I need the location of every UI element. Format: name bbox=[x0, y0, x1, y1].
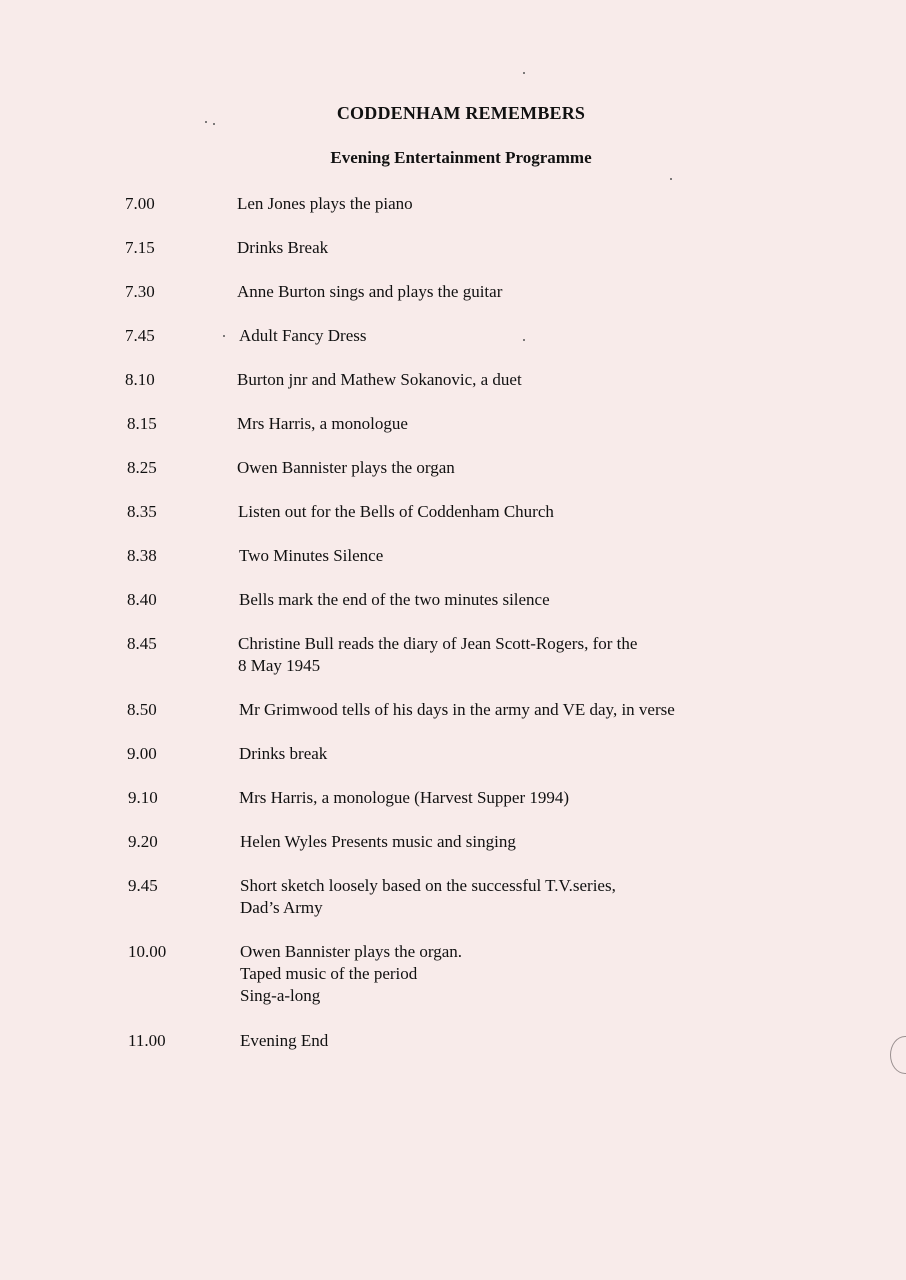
programme-description-line: Bells mark the end of the two minutes silence bbox=[239, 590, 550, 609]
programme-description-line: Owen Bannister plays the organ. bbox=[240, 942, 463, 961]
paper-speck bbox=[223, 335, 225, 337]
programme-description bbox=[237, 193, 797, 215]
programme-time: 8.40 bbox=[127, 590, 157, 609]
programme-description bbox=[239, 545, 799, 567]
programme-description bbox=[237, 413, 797, 435]
document-subtitle: Evening Entertainment Programme bbox=[330, 148, 592, 167]
programme-time: 7.15 bbox=[125, 238, 155, 257]
programme-time: 9.45 bbox=[128, 876, 158, 895]
programme-description-line: Adult Fancy Dress bbox=[239, 326, 367, 345]
programme-time: 7.30 bbox=[125, 282, 155, 301]
programme-time: 8.10 bbox=[125, 370, 155, 389]
programme-description bbox=[240, 875, 800, 919]
programme-description-line: Burton jnr and Mathew Sokanovic, a duet bbox=[237, 370, 522, 389]
programme-time: 8.35 bbox=[127, 502, 157, 521]
programme-description bbox=[238, 501, 798, 523]
programme-description bbox=[237, 237, 797, 259]
document-title: CODDENHAM REMEMBERS bbox=[336, 103, 586, 123]
programme-time: 9.10 bbox=[128, 788, 158, 807]
programme-description bbox=[239, 699, 799, 721]
programme-description bbox=[238, 633, 798, 677]
programme-description-line: Two Minutes Silence bbox=[239, 546, 384, 565]
programme-description-line: Mrs Harris, a monologue bbox=[237, 414, 408, 433]
programme-time: 9.20 bbox=[128, 832, 158, 851]
programme-time: 7.45 bbox=[125, 326, 155, 345]
paper-speck bbox=[523, 339, 525, 341]
programme-description-line: Drinks break bbox=[239, 744, 328, 763]
programme-description bbox=[237, 457, 797, 479]
paper-speck bbox=[213, 123, 215, 125]
programme-description-line: Christine Bull reads the diary of Jean Scott-Rogers, for the bbox=[238, 634, 638, 653]
programme-description-line: Drinks Break bbox=[237, 238, 329, 257]
programme-description-line: Len Jones plays the piano bbox=[237, 194, 413, 213]
programme-time: 8.25 bbox=[127, 458, 157, 477]
programme-description-line: Dad’s Army bbox=[240, 898, 323, 917]
programme-description-line: Mrs Harris, a monologue (Harvest Supper 1994) bbox=[239, 788, 570, 807]
programme-description bbox=[237, 369, 797, 391]
programme-description-line: Short sketch loosely based on the successful T.V.series, bbox=[240, 876, 616, 895]
programme-description bbox=[240, 941, 800, 1007]
programme-description-line: Owen Bannister plays the organ bbox=[237, 458, 455, 477]
programme-description bbox=[239, 325, 799, 347]
paper-speck bbox=[670, 178, 672, 180]
programme-description bbox=[240, 1030, 800, 1052]
programme-description bbox=[239, 743, 799, 765]
programme-description-line: Evening End bbox=[240, 1031, 329, 1050]
programme-time: 10.00 bbox=[128, 942, 167, 961]
programme-time: 7.00 bbox=[125, 194, 155, 213]
programme-description-line: Taped music of the period bbox=[240, 964, 418, 983]
programme-time: 9.00 bbox=[127, 744, 157, 763]
programme-description-line: Listen out for the Bells of Coddenham Church bbox=[238, 502, 554, 521]
programme-description bbox=[239, 589, 799, 611]
programme-time: 8.38 bbox=[127, 546, 157, 565]
programme-description-line: Helen Wyles Presents music and singing bbox=[240, 832, 516, 851]
programme-description-line: Mr Grimwood tells of his days in the army and VE day, in verse bbox=[239, 700, 675, 719]
programme-description-line: 8 May 1945 bbox=[238, 656, 321, 675]
programme-description bbox=[239, 787, 799, 809]
programme-time: 8.15 bbox=[127, 414, 157, 433]
programme-description bbox=[240, 831, 800, 853]
programme-time: 8.50 bbox=[127, 700, 157, 719]
paper-speck bbox=[523, 72, 525, 74]
programme-description-line: Sing-a-long bbox=[240, 986, 321, 1005]
programme-description bbox=[237, 281, 797, 303]
programme-time: 11.00 bbox=[128, 1031, 166, 1050]
paper-speck bbox=[205, 121, 207, 123]
paper-edge-mark bbox=[890, 1036, 906, 1074]
programme-time: 8.45 bbox=[127, 634, 157, 653]
programme-description-line: Anne Burton sings and plays the guitar bbox=[237, 282, 503, 301]
